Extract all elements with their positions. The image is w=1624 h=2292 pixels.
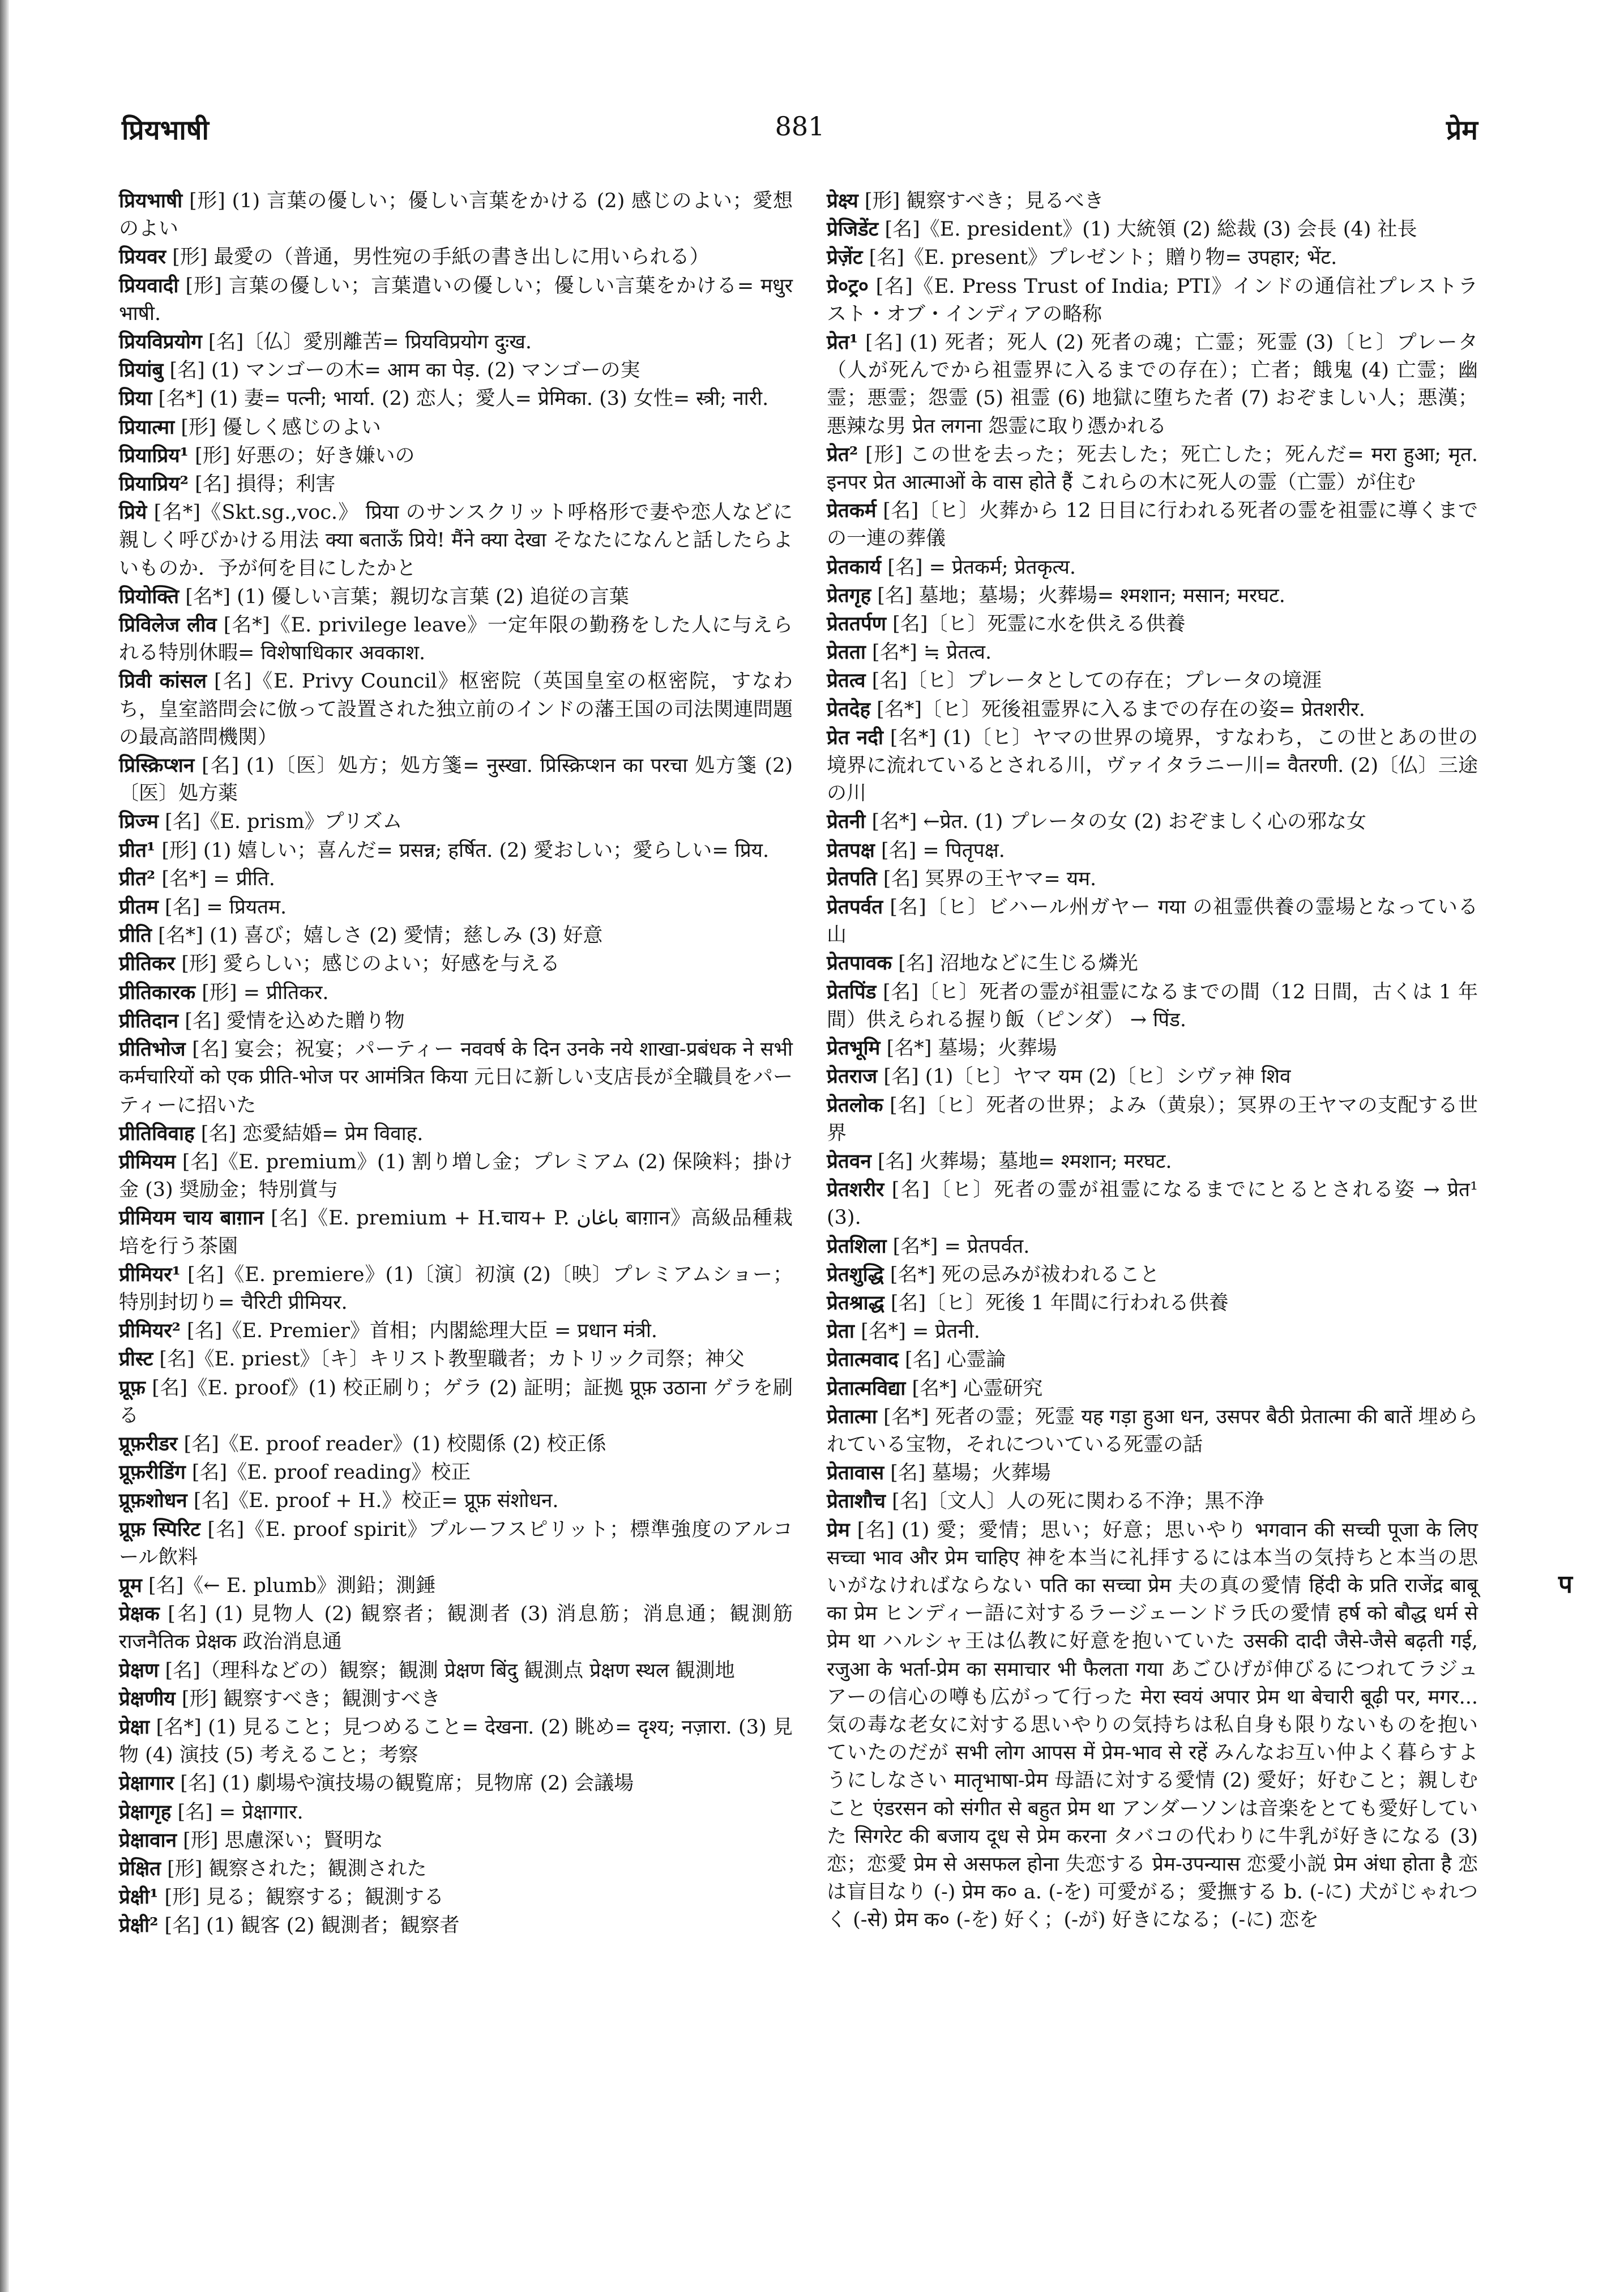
- entry-definition: [名]《E. president》(1) 大統領 (2) 総裁 (3) 会長 (4) 社長: [878, 218, 1417, 241]
- entry-headword: प्रियभाषी: [119, 189, 183, 212]
- entry-headword: प्रेक्षा: [119, 1715, 150, 1739]
- dictionary-entry: [827, 893, 1478, 949]
- entry-headword: प्रेतपिंड: [827, 980, 877, 1004]
- entry-headword: प्रिविलेज लीव: [119, 613, 217, 637]
- dictionary-entry: [119, 921, 793, 950]
- entry-headword: प्रीतिभोज: [119, 1038, 186, 1061]
- entry-headword: प्रियात्मा: [119, 415, 175, 439]
- page-number: 881: [775, 111, 825, 142]
- dictionary-entry: [119, 1657, 793, 1685]
- dictionary-entry: [119, 667, 793, 752]
- entry-definition: [形] 言葉の優しい；言葉遣いの優しい；優しい言葉をかける= मधुर भाषी.: [119, 274, 793, 325]
- entry-definition: [形] 思慮深い；賢明な: [177, 1829, 383, 1852]
- dictionary-entry: [827, 1261, 1478, 1289]
- entry-definition: [名] = प्रेक्षागार.: [171, 1800, 304, 1824]
- dictionary-entry: [119, 893, 793, 921]
- entry-headword: प्रीतिकर: [119, 952, 176, 976]
- dictionary-entry: [119, 1826, 793, 1855]
- entry-definition: [名*] (1) 喜び；嬉しさ (2) 愛情；慈しみ (3) 好意: [152, 924, 603, 947]
- entry-definition: [名]《E. prism》プリズム: [158, 810, 403, 834]
- entry-definition: [名]《E. proof reader》(1) 校閲係 (2) 校正係: [177, 1432, 606, 1456]
- entry-definition: [名]《← E. plumb》測鉛；測錘: [142, 1574, 436, 1597]
- dictionary-entry: [827, 1091, 1478, 1147]
- entry-headword: प्रेक्षागार: [119, 1772, 174, 1795]
- dictionary-entry: [119, 413, 793, 442]
- entry-headword: प्रेतनी: [827, 810, 866, 834]
- entry-headword: प्रीतिविवाह: [119, 1121, 195, 1145]
- entry-headword: प्रीमियर¹: [119, 1262, 181, 1286]
- dictionary-entry: [827, 949, 1478, 978]
- entry-definition: [名*] = प्रेतनी.: [854, 1320, 980, 1343]
- dictionary-entry: [119, 1007, 793, 1035]
- entry-definition: [形] 観察された；観測された: [161, 1857, 427, 1880]
- entry-definition: [名*] ≒ प्रेतत्व.: [865, 641, 992, 664]
- entry-definition: [名]〔文人〕人の死に関わる不浄；黒不浄: [886, 1490, 1264, 1513]
- dictionary-entry: [119, 1883, 793, 1911]
- entry-headword: प्रेतकर्म: [827, 499, 877, 523]
- entry-headword: प्रूफ़ स्पिरिट: [119, 1517, 200, 1541]
- entry-headword: प्रूफ़रीडर: [119, 1432, 178, 1456]
- entry-definition: [名]《E. proof + H.》校正= प्रूफ़ संशोधन.: [187, 1489, 559, 1513]
- dictionary-entry: [827, 667, 1478, 695]
- entry-headword: प्रिस्क्रिप्शन: [119, 754, 195, 778]
- dictionary-entry: [119, 1148, 793, 1204]
- entry-headword: प्रेता: [827, 1320, 854, 1343]
- entry-headword: प्रेतपक्ष: [827, 838, 875, 862]
- entry-headword: प्रेतता: [827, 641, 866, 664]
- entry-headword: प्रेक्षागृह: [119, 1800, 172, 1824]
- dictionary-entry: [827, 553, 1478, 582]
- entry-headword: प्रूफ़रीडिंग: [119, 1461, 186, 1484]
- dictionary-entry: [119, 470, 793, 498]
- entry-definition: [形] 見る；観察する；観測する: [158, 1886, 444, 1909]
- entry-headword: प्रियांबु: [119, 358, 164, 382]
- entry-definition: [名]《E. premiere》(1)〔演〕初演 (2)〔映〕プレミアムショー；特別封切り= चैरिटी प्रीमियर.: [119, 1263, 793, 1314]
- entry-headword: प्रीमियर²: [119, 1319, 181, 1343]
- dictionary-entry: [119, 1685, 793, 1713]
- entry-headword: प्रीत¹: [119, 838, 156, 862]
- entry-definition: [名]〔ヒ〕死霊に水を供える供養: [886, 613, 1186, 636]
- entry-headword: प्रेत¹: [827, 331, 858, 355]
- entry-definition: [名] 宴会；祝宴；パーティー नववर्ष के दिन उनके नये शाखा-प्रबंधक ने सभी कर्मचारियों को एक प्रीति-भोज पर आमंत्रित किया 元日に新しい支店長が全職員をパーティーに招いた: [119, 1038, 793, 1117]
- entry-headword: प्रेक्षी²: [119, 1914, 159, 1937]
- entry-headword: प्रीति: [119, 924, 152, 947]
- entry-definition: [名]《E. proof reading》校正: [185, 1461, 471, 1484]
- dictionary-entry: [827, 1232, 1478, 1261]
- dictionary-entry: [119, 979, 793, 1007]
- entry-headword: प्रेजिडेंट: [827, 217, 879, 241]
- dictionary-entry: [119, 1261, 793, 1317]
- entry-headword: प्रेतात्मा: [827, 1405, 877, 1428]
- entry-definition: [名] (1) マンゴーの木= आम का पेड़. (2) マンゴーの実: [163, 359, 640, 382]
- dictionary-entry: [119, 1713, 793, 1769]
- entry-definition: [名] 沼地などに生じる燐光: [892, 952, 1138, 975]
- entry-headword: प्रिया: [119, 387, 152, 411]
- entry-definition: [名] = प्रेतकर्म; प्रेतकृत्य.: [881, 556, 1076, 579]
- dictionary-entry: [827, 1034, 1478, 1062]
- dictionary-entry: [827, 610, 1478, 638]
- dictionary-entry: [119, 1345, 793, 1373]
- entry-definition: [名]〔ヒ〕死後 1 年間に行われる供養: [884, 1291, 1229, 1314]
- entry-headword: प्रिज्म: [119, 810, 159, 834]
- entry-definition: [名] (1)〔医〕処方；処方箋= नुस्खा. प्रिस्क्रिप्शन का परचा 処方箋 (2)〔医〕処方薬: [119, 754, 793, 805]
- entry-definition: [名] (1) 死者；死人 (2) 死者の魂；亡霊；死霊 (3)〔ヒ〕プレータ（人が死んでから祖霊界に入るまでの存在）；亡者；餓鬼 (4) 亡霊；幽霊；悪霊；怨霊 (5) 祖霊 (6) 地獄に堕ちた者 (7) おぞましい人；悪漢；悪辣な男 प्रेत लगना 怨霊に取り憑かれる: [827, 331, 1478, 438]
- dictionary-entry: [119, 1911, 793, 1940]
- entry-headword: प्रेक्षित: [119, 1856, 161, 1880]
- entry-headword: प्रेतलोक: [827, 1093, 883, 1117]
- dictionary-entry: [119, 865, 793, 893]
- entry-headword: प्रिये: [119, 501, 147, 524]
- entry-definition: [名*] = प्रेतपर्वत.: [886, 1235, 1030, 1258]
- guide-word-left: प्रियभाषी: [122, 114, 209, 146]
- entry-definition: [名*] (1)〔ヒ〕ヤマの世界の境界，すなわち，この世とあの世の境界に流れているとされる川，ヴァイタラニー川= वैतरणी. (2)〔仏〕三途の川: [827, 726, 1478, 805]
- entry-headword: प्रूम: [119, 1573, 142, 1597]
- dictionary-entry: [119, 836, 793, 865]
- entry-headword: प्रेततर्पण: [827, 612, 887, 636]
- dictionary-entry: [119, 356, 793, 385]
- entry-definition: [名] 墓地；墓場；火葬場= श्मशान; मसान; मरघट.: [871, 584, 1285, 607]
- entry-definition: [名]《E. Privy Council》枢密院（英国皇室の枢密院，すなわち，皇室諮問会に倣って設置された独立前のインドの藩王国の司法関連問題の最高諮問機関）: [119, 670, 793, 749]
- entry-definition: [名] = पितृपक्ष.: [874, 839, 1005, 862]
- entry-definition: [名*]《E. privilege leave》一定年限の勤務をした人に与えられる特別休暇= विशेषाधिकार अवकाश.: [119, 614, 793, 665]
- entry-headword: प्रेताशौच: [827, 1489, 886, 1513]
- dictionary-entry: [827, 1459, 1478, 1487]
- entry-headword: प्रीतम: [119, 895, 159, 919]
- entry-definition: [名]〔ヒ〕プレータとしての存在；プレータの境涯: [865, 669, 1322, 693]
- dictionary-entry: [827, 808, 1478, 836]
- dictionary-entry: [827, 1403, 1478, 1459]
- entry-definition: [形] この世を去った；死去した；死亡した；死んだ= मरा हुआ; मृत. इनपर प्रेत आत्माओं के वास होते हैं これらの木に死人の霊（亡霊）が住む: [827, 443, 1478, 494]
- entry-definition: [名*] 死者の霊；死霊 यह गड़ा हुआ धन, उसपर बैठी प्रेतात्मा की बातें 埋められている宝物，それについている死霊の話: [827, 1405, 1478, 1456]
- entry-definition: [名] 恋愛結婚= प्रेम विवाह.: [194, 1122, 424, 1145]
- dictionary-entry: [119, 950, 793, 978]
- entry-definition: [名]〔ヒ〕死者の世界；よみ（黄泉）；冥界の王ヤマの支配する世界: [827, 1094, 1478, 1145]
- dictionary-entry: [827, 215, 1478, 244]
- entry-definition: [名] 火葬場；墓地= श्मशान; मरघट.: [871, 1150, 1172, 1173]
- entry-definition: [名]（理科などの）観察；観測 प्रेक्षण बिंदु 観測点 प्रेक्षण स्थल 観測地: [159, 1659, 735, 1682]
- dictionary-entry: [119, 1035, 793, 1120]
- entry-definition: [名]〔ヒ〕火葬から 12 日目に行われる死者の霊を祖霊に導くまでの一連の葬儀: [827, 500, 1478, 550]
- entry-headword: प्रियविप्रयोग: [119, 330, 202, 354]
- entry-definition: [形] (1) 嬉しい；喜んだ= प्रसन्न; हर्षित. (2) 愛おしい；愛らしい= प्रिय.: [155, 839, 770, 862]
- entry-definition: [名*] ←प्रेत. (1) プレータの女 (2) おぞましく心の邪な女: [865, 810, 1366, 834]
- dictionary-entry: [119, 1374, 793, 1430]
- dictionary-entry: [827, 1317, 1478, 1346]
- entry-headword: प्रियवर: [119, 245, 166, 269]
- entry-definition: [名] = प्रियतम.: [158, 896, 287, 919]
- dictionary-entry: [827, 582, 1478, 610]
- dictionary-entry: [827, 187, 1478, 215]
- entry-definition: [名]《E. premium》(1) 割り増し金；プレミアム (2) 保険料；掛け金 (3) 奨励金；特別賞与: [119, 1150, 793, 1202]
- entry-definition: [形] 観察すべき；見るべき: [858, 190, 1104, 212]
- dictionary-entry: [827, 865, 1478, 893]
- entry-headword: प्रेतपति: [827, 867, 877, 890]
- dictionary-entry: [119, 187, 793, 243]
- entry-headword: प्रेतपावक: [827, 951, 892, 975]
- dictionary-entry: [119, 1855, 793, 1883]
- entry-headword: प्रियवादी: [119, 274, 179, 297]
- entry-definition: [名*]〔ヒ〕死後祖霊界に入るまでの存在の姿= प्रेतशरीर.: [870, 698, 1365, 721]
- entry-definition: [名*] (1) 見ること；見つめること= देखना. (2) 眺め= दृश्य; नज़ारा. (3) 見物 (4) 演技 (5) 考えること；考察: [119, 1715, 793, 1767]
- dictionary-entry: [827, 1289, 1478, 1317]
- entry-headword: प्रेतात्मवाद: [827, 1348, 899, 1372]
- entry-definition: [形] = प्रीतिकर.: [195, 981, 329, 1004]
- dictionary-entry: [119, 442, 793, 470]
- dictionary-entry: [119, 272, 793, 328]
- entry-headword: प्रीतिदान: [119, 1009, 179, 1032]
- entry-definition: [名] 心霊論: [898, 1348, 1006, 1372]
- entry-definition: [名] (1)〔ヒ〕ヤマ यम (2)〔ヒ〕シヴァ神 शिव: [877, 1065, 1291, 1089]
- entry-headword: प्रेज़ेंट: [827, 246, 863, 270]
- dictionary-entry: [827, 497, 1478, 553]
- entry-definition: [名] 愛情を込めた贈り物: [178, 1009, 405, 1032]
- entry-headword: प्रेतशुद्धि: [827, 1262, 884, 1286]
- entry-definition: [名] (1) 劇場や演技場の観覧席；見物席 (2) 会議場: [174, 1772, 634, 1795]
- entry-headword: प्रियाप्रिय²: [119, 472, 189, 496]
- dictionary-entry: [827, 1346, 1478, 1374]
- entry-headword: प्रेतभूमि: [827, 1036, 881, 1060]
- dictionary-entry: [827, 328, 1478, 441]
- dictionary-entry: [119, 583, 793, 611]
- dictionary-entry: [827, 1062, 1478, 1091]
- entry-definition: [名]《E. premium + H.चाय+ P. باغان बाग़ान》高級品種栽培を行う茶園: [119, 1207, 793, 1258]
- entry-definition: [名] (1) 観客 (2) 観測者；観察者: [158, 1914, 460, 1937]
- entry-headword: प्रीस्ट: [119, 1347, 153, 1371]
- dictionary-entry: [119, 498, 793, 583]
- dictionary-entry: [119, 611, 793, 667]
- entry-headword: प्रेतशरीर: [827, 1178, 884, 1202]
- dictionary-entry: [827, 1176, 1478, 1232]
- dictionary-entry: [119, 1317, 793, 1345]
- guide-word-right: प्रेम: [1446, 114, 1478, 146]
- entry-headword: प्रूफ़शोधन: [119, 1489, 187, 1513]
- entry-headword: प्रेतशिला: [827, 1234, 887, 1258]
- dictionary-entry: [119, 1458, 793, 1487]
- entry-definition: [形] 観察すべき；観測すべき: [175, 1687, 441, 1710]
- dictionary-entry: [119, 1798, 793, 1826]
- entry-definition: [名]《E. proof spirit》プルーフスピリット；標準強度のアルコール飲料: [119, 1518, 793, 1569]
- dictionary-entry: [119, 1516, 793, 1572]
- dictionary-entry: [119, 1430, 793, 1458]
- entry-definition: [名*]《Skt.sg.,voc.》 प्रिया のサンスクリット呼格形で妻や恋人などに親しく呼びかける用法 क्या बताऊँ प्रिये! मैंने क्या देखा そなたになんと話したらよいものか．予が何を目にしたかと: [119, 501, 793, 580]
- entry-headword: प्रेक्षक: [119, 1602, 160, 1626]
- entry-headword: प्रेत²: [827, 442, 858, 466]
- dictionary-entry: [827, 724, 1478, 808]
- entry-definition: [形] 優しく感じのよい: [174, 416, 381, 439]
- dictionary-entry: [119, 385, 793, 413]
- dictionary-entry: [119, 1572, 793, 1600]
- entry-headword: प्रेक्षण: [119, 1658, 159, 1682]
- dictionary-entry: [827, 272, 1478, 328]
- entry-headword: प्रेतदेह: [827, 697, 871, 721]
- scan-binding-edge: [0, 0, 9, 2292]
- entry-definition: [名] (1) 愛；愛情；思い；好意；思いやり भगवान की सच्ची पूजा के लिए सच्चा भाव और प्रेम चाहिए 神を本当に礼拝するには本当の気持ちと本当の思いがなければならない पति का सच्चा प्रेम 夫の真の愛情 हिंदी के प्रति राजेंद्र बाबू का प्रेम ヒンディー語に対するラージェーンドラ氏の愛情 हर्ष को बौद्ध धर्म से प्रेम था ハルシャ王は仏教に好意を抱いていた उसकी दादी जैसे-जैसे बढ़ती गई, रजुआ के भर्ता-प्रेम का समाचार भी फैलता गया あごひげが伸びるにつれてラジュアーの信心の噂も広がって行った मेरा स्वयं अपार प्रेम था बेचारी बूढ़ी पर, मगर... 気の毒な老女に対する思いやりの気持ちは私自身も限りないものを抱いていたのだが सभी लोग आपस में प्रेम-भाव से रहें みんなお互い仲よく暮らすようにしなさい मातृभाषा-प्रेम 母語に対する愛情 (2) 愛好；好むこと；親しむこと एंडरसन को संगीत से बहुत प्रेम था アンダーソンは音楽をとても愛好していた सिगरेट की बजाय दूध से प्रेम करना タバコの代わりに牛乳が好きになる (3) 恋；恋愛 प्रेम से असफल होना 失恋する प्रेम-उपन्यास 恋愛小説 प्रेम अंधा होता है 恋は盲目なり (-) प्रेम क० a. (-を) 可愛がる；愛撫する b. (-に) 犬がじゃれつく (-से) प्रेम क० (-を) 好く；(-が) 好きになる；(-に) 恋を: [827, 1518, 1478, 1932]
- dictionary-entry: [119, 1120, 793, 1148]
- entry-definition: [形] 好悪の；好き嫌いの: [188, 444, 415, 467]
- entry-definition: [名*] 死の忌みが祓われること: [883, 1263, 1160, 1286]
- entry-headword: प्रेतत्व: [827, 669, 866, 693]
- entry-headword: प्रिवी कांसल: [119, 669, 207, 693]
- page-header: [122, 111, 1478, 156]
- entry-headword: प्रेत नदी: [827, 725, 883, 749]
- entry-definition: [名] 冥界の王ヤマ= यम.: [877, 867, 1097, 890]
- entry-definition: [名]《E. priest》〔キ〕キリスト教聖職者；カトリック司祭；神父: [153, 1348, 745, 1371]
- entry-headword: प्रीमियम चाय बाग़ान: [119, 1206, 264, 1230]
- entry-definition: [名]〔仏〕愛別離苦= प्रियविप्रयोग दुःख.: [202, 331, 532, 354]
- dictionary-entry: [827, 638, 1478, 667]
- entry-headword: प्रेतकार्य: [827, 555, 882, 579]
- entry-headword: प्रेतपर्वत: [827, 895, 883, 919]
- entry-headword: प्रीमियम: [119, 1150, 176, 1173]
- entry-headword: प्रेक्ष्य: [827, 189, 858, 212]
- dictionary-entry: [827, 1375, 1478, 1403]
- entry-definition: [名]《E. present》プレゼント；贈り物= उपहार; भेंट.: [862, 246, 1337, 270]
- dictionary-entry: [827, 244, 1478, 272]
- entry-headword: प्रीत²: [119, 867, 156, 890]
- dictionary-entry: [119, 1600, 793, 1656]
- thumb-index-tab: प: [1558, 1570, 1572, 1599]
- dictionary-entry: [119, 1487, 793, 1515]
- entry-definition: [名*] 墓場；火葬場: [880, 1037, 1057, 1060]
- dictionary-entry: [827, 695, 1478, 724]
- dictionary-entry: [827, 836, 1478, 865]
- entry-definition: [名] (1) 見物人 (2) 観察者；観測者 (3) 消息筋；消息通；観測筋 राजनैतिक प्रेक्षक 政治消息通: [119, 1603, 793, 1654]
- entry-headword: प्रेम: [827, 1518, 850, 1542]
- entry-headword: प्रेक्षणीय: [119, 1687, 176, 1710]
- entry-headword: प्रियोक्ति: [119, 584, 180, 608]
- entry-definition: [名]《E. proof》(1) 校正刷り；ゲラ (2) 証明；証拠 प्रूफ़ उठाना ゲラを刷る: [119, 1376, 793, 1427]
- entry-headword: प्रेक्षावान: [119, 1828, 177, 1852]
- right-column: [827, 187, 1478, 1935]
- entry-headword: प्रेक्षी¹: [119, 1885, 159, 1909]
- dictionary-entry: [119, 1769, 793, 1798]
- dictionary-entry: [827, 1147, 1478, 1176]
- entry-headword: प्रेतराज: [827, 1065, 878, 1089]
- dictionary-entry: [827, 1487, 1478, 1516]
- dictionary-entry: [119, 243, 793, 271]
- entry-definition: [名]《E. Premier》首相；内閣総理大臣 = प्रधान मंत्री.: [180, 1320, 658, 1343]
- entry-definition: [形] 愛らしい；感じのよい；好感を与える: [175, 953, 560, 976]
- entry-headword: प्रेतवन: [827, 1149, 871, 1173]
- dictionary-entry: [827, 1516, 1478, 1935]
- entry-headword: प्रूफ़: [119, 1376, 146, 1399]
- entry-definition: [形] (1) 言葉の優しい；優しい言葉をかける (2) 感じのよい；愛想のよい: [119, 190, 793, 241]
- entry-definition: [名]〔ヒ〕ビハール州ガヤー गया の祖霊供養の霊場となっている山: [827, 896, 1478, 947]
- entry-headword: प्रेतावास: [827, 1461, 884, 1485]
- dictionary-entry: [827, 978, 1478, 1034]
- entry-definition: [名*] = प्रीति.: [155, 867, 275, 890]
- entry-headword: प्रेतात्मविद्या: [827, 1376, 906, 1400]
- dictionary-entry: [119, 752, 793, 808]
- dictionary-entry: [119, 808, 793, 836]
- entry-headword: प्रेतश्राद्ध: [827, 1291, 884, 1314]
- entry-definition: [名] 損得；利害: [188, 473, 336, 496]
- entry-definition: [形] 最愛の（普通，男性宛の手紙の書き出しに用いられる）: [166, 246, 710, 269]
- entry-headword: प्रीतिकारक: [119, 980, 196, 1004]
- dictionary-entry: [119, 328, 793, 356]
- entry-definition: [名*] (1) 優しい言葉；親切な言葉 (2) 追従の言葉: [179, 585, 629, 608]
- entry-definition: [名]《E. Press Trust of India; PTI》インドの通信社プレストラスト・オブ・インディアの略称: [827, 275, 1478, 326]
- entry-headword: प्रेतगृह: [827, 583, 871, 607]
- entry-definition: [名]〔ヒ〕死者の霊が祖霊になるまでにとるとされる姿 → प्रेत¹ (3).: [827, 1179, 1478, 1230]
- dictionary-entry: [119, 1204, 793, 1260]
- left-column: [119, 187, 793, 1940]
- dictionary-entry: [827, 441, 1478, 497]
- entry-headword: प्रियाप्रिय¹: [119, 443, 189, 467]
- entry-definition: [名] 墓場；火葬場: [884, 1462, 1051, 1485]
- entry-definition: [名*] 心霊研究: [905, 1377, 1043, 1400]
- entry-headword: प्रे०ट्र०: [827, 274, 869, 298]
- entry-definition: [名]〔ヒ〕死者の霊が祖霊になるまでの間（12 日間，古くは 1 年間）供えられる握り飯（ピンダ） → पिंड.: [827, 980, 1478, 1031]
- entry-definition: [名*] (1) 妻= पत्नी; भार्या. (2) 恋人；愛人= प्रेमिका. (3) 女性= स्त्री; नारी.: [152, 387, 769, 411]
